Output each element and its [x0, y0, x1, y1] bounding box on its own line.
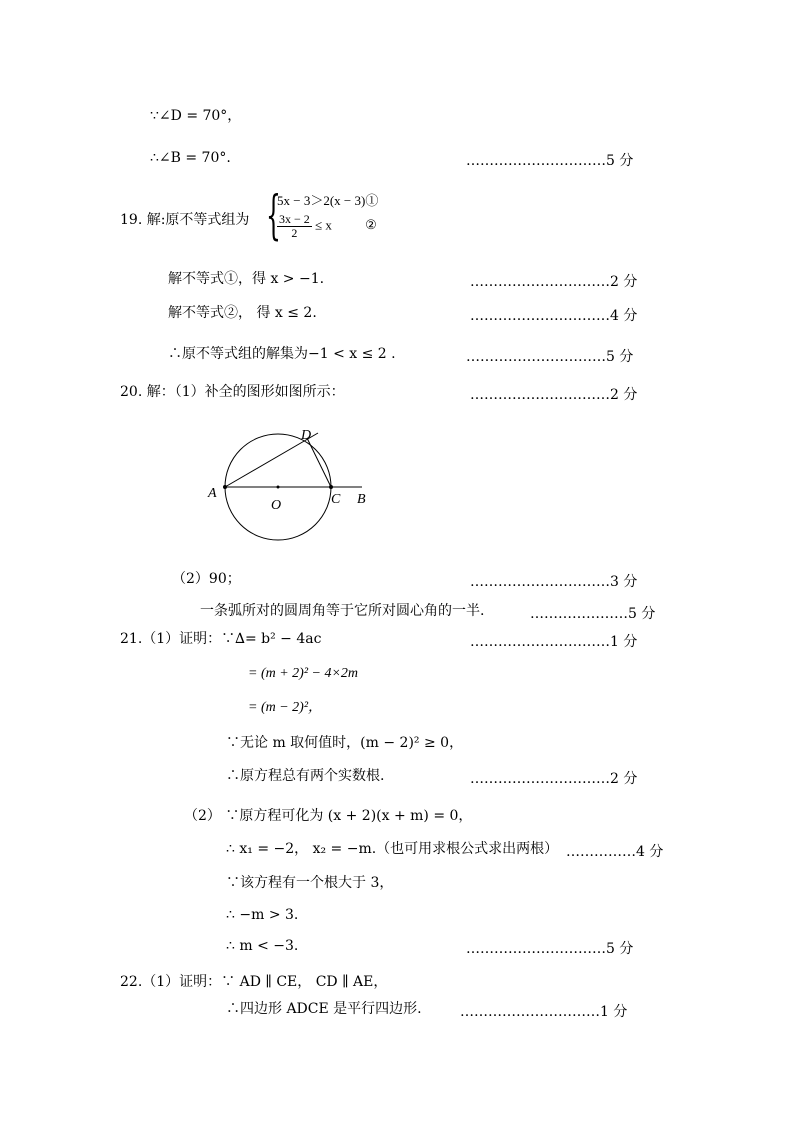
q21-step-i: ∴ −m > 3. — [226, 907, 299, 923]
score-q20-2: …………………………3 分 — [470, 574, 638, 590]
score-q22-1: …………………………1 分 — [460, 1004, 628, 1020]
score-q19-3: …………………………5 分 — [466, 349, 634, 365]
q22-heading: 22.（1）证明：∵ AD ∥ CE， CD ∥ AE， — [120, 974, 388, 990]
line-dc — [307, 438, 331, 487]
q19-step-2: 解不等式②， 得 x ≤ 2. — [168, 305, 317, 321]
q19-step-1: 解不等式①，得 x > −1. — [168, 271, 325, 287]
q20-heading: 20. 解：（1）补全的图形如图所示： — [120, 384, 345, 400]
q19-heading: 19. 解:原不等式组为 — [120, 212, 250, 228]
q21-step-j: ∴ m < −3. — [226, 938, 299, 954]
score-q19-2: …………………………4 分 — [470, 308, 638, 324]
fraction: $\frac{3x - 2}{2}$ — [279, 212, 310, 240]
q20-part-2: （2）90； — [172, 571, 241, 587]
label-o: O — [271, 498, 282, 513]
label-a: A — [208, 486, 217, 501]
q21-step-b: = (m + 2)² − 4×2m — [248, 666, 359, 681]
label-c: C — [331, 492, 341, 507]
score-q21-4: …………………………5 分 — [466, 941, 634, 957]
q19-inequality-1: 5x − 3＞2(x − 3)① — [277, 193, 379, 208]
q20-reason: 一条弧所对的圆周角等于它所对圆心角的一半. — [200, 603, 485, 619]
score-q19-1: …………………………2 分 — [470, 274, 638, 290]
q21-step-e: ∴原方程总有两个实数根. — [226, 768, 385, 784]
point-a — [223, 485, 227, 489]
score-q21-2: …………………………2 分 — [470, 771, 638, 787]
q19-inequality-2: $\frac{3x - 2}{2}$ ≤ x ② — [279, 212, 377, 240]
line-angle-d: ∵∠D = 70°， — [150, 108, 242, 124]
q22-step-b: ∴四边形 ADCE 是平行四边形. — [226, 1001, 422, 1017]
line-angle-b: ∴∠B = 70°. — [150, 150, 231, 166]
score-q20-1: …………………………2 分 — [470, 387, 638, 403]
q21-roots: ∴ x₁ = −2， x₂ = −m.（也可用求根公式求出两根） — [226, 841, 559, 857]
q21-step-c: = (m − 2)²， — [248, 700, 323, 715]
q21-part-2: （2） ∵原方程可化为 (x + 2)(x + m) = 0， — [184, 808, 473, 824]
point-c — [329, 485, 333, 489]
label-d: D — [301, 428, 312, 443]
score-q21-1: …………………………1 分 — [470, 634, 638, 650]
q21-step-d: ∵无论 m 取何值时，(m − 2)² ≥ 0， — [226, 735, 464, 751]
q19-solution: ∴原不等式组的解集为−1 < x ≤ 2 . — [168, 346, 396, 362]
label-b: B — [357, 492, 366, 507]
point-o — [277, 486, 280, 489]
q21-heading: 21.（1）证明：∵∆= b² − 4ac — [120, 631, 322, 647]
q21-step-h: ∵该方程有一个根大于 3， — [226, 875, 394, 891]
score-q18: …………………………5 分 — [466, 153, 634, 169]
score-q21-3: ……………4 分 — [566, 844, 664, 860]
score-q20-3: …………………5 分 — [530, 606, 656, 622]
circle-figure — [200, 425, 380, 550]
system-brace: { — [266, 186, 281, 246]
